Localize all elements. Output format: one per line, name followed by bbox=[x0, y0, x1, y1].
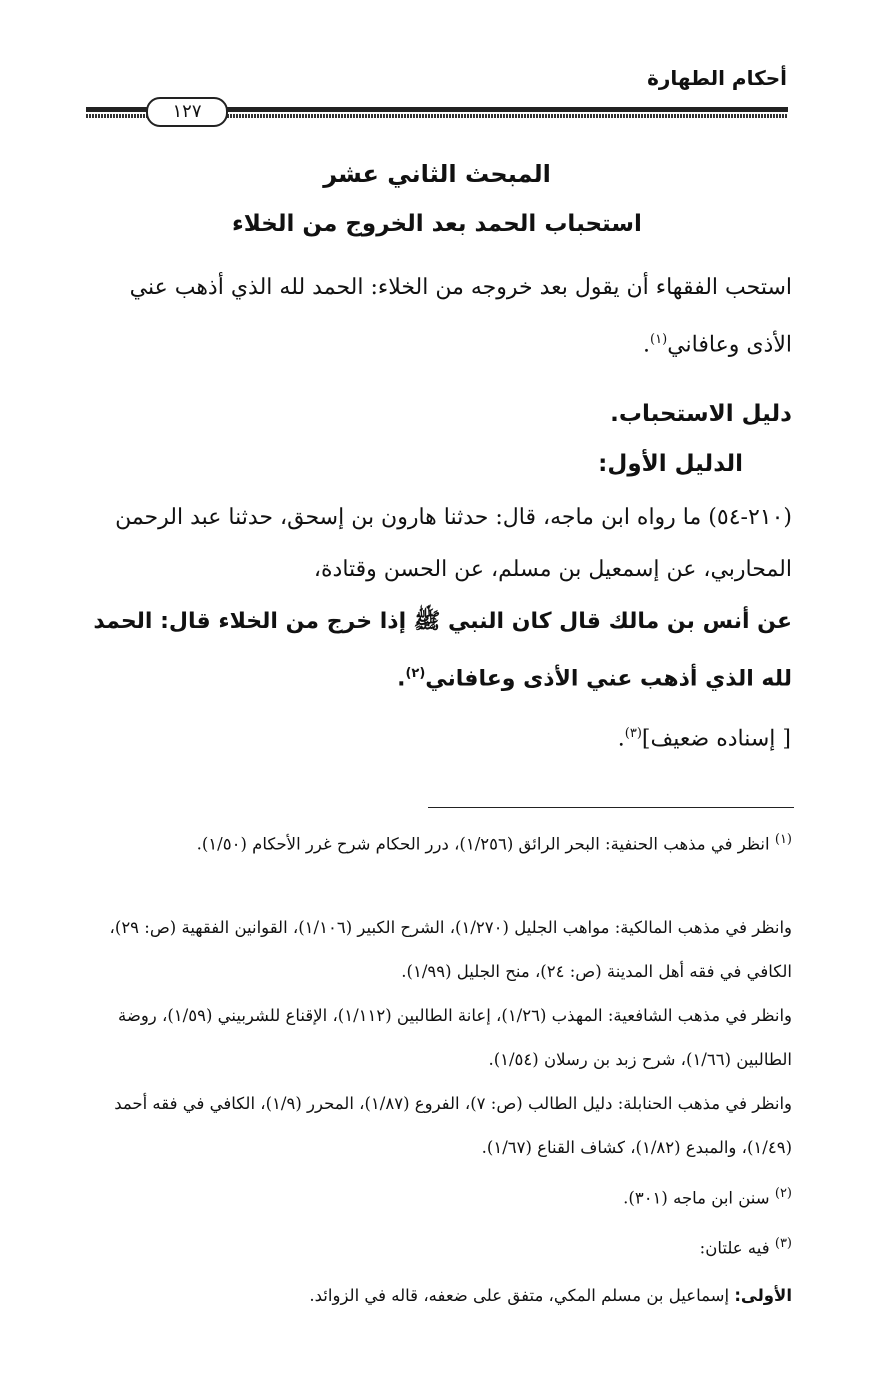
footnote bbox=[84, 1172, 792, 1221]
footnote-marker: (٣) bbox=[774, 1236, 792, 1251]
footnote-text: وانظر في مذهب الشافعية: المهذب (١/٢٦)، إعانة الطالبين (١/١١٢)، الإقناع للشربيني (١/٥٩)، روضة الطالبين (١/٦٦)، شرح زبد بن رسلان (١/٥٤). bbox=[117, 1006, 792, 1069]
footnote-label: الأولى: bbox=[734, 1286, 792, 1305]
footnote-ref: (٣) bbox=[624, 726, 642, 741]
hadith-paragraph: عن أنس بن مالك قال كان النبي ﷺ إذا خرج من الخلاء قال: الحمد لله الذي أذهب عني الأذى وعافاني$^{(٢)}$. bbox=[93, 609, 792, 692]
evidence-heading: دليل الاستحباب. bbox=[610, 401, 792, 427]
page-number: ١٢٧ bbox=[146, 97, 228, 127]
footnote-text: إسماعيل بن مسلم المكي، متفق على ضعفه، قاله في الزوائد. bbox=[309, 1286, 730, 1305]
footnote-ref: (١) bbox=[650, 332, 668, 347]
footnote bbox=[84, 1082, 792, 1170]
hadith-text: عن أنس بن مالك قال كان النبي ﷺ إذا خرج من الخلاء قال: الحمد لله الذي أذهب عني الأذى وعافاني bbox=[93, 609, 792, 692]
footnote-text: سنن ابن ماجه (٣٠١). bbox=[623, 1188, 770, 1208]
footnote-marker: (٢) bbox=[774, 1186, 792, 1201]
footnote-text: فيه علتان: bbox=[699, 1238, 770, 1258]
grading-line: [ إسناده ضعيف]$^{(٣)}$. bbox=[617, 726, 791, 752]
grading-text: [ إسناده ضعيف] bbox=[641, 726, 791, 752]
section-subtitle: استحباب الحمد بعد الخروج من الخلاء bbox=[232, 211, 642, 237]
intro-paragraph: استحب الفقهاء أن يقول بعد خروجه من الخلاء: الحمد لله الذي أذهب عني الأذى وعافاني$^{(١)}$. bbox=[129, 275, 792, 358]
footnote-text: انظر في مذهب الحنفية: البحر الرائق (١/٢٥٦)، درر الحكام شرح غرر الأحكام (١/٥٠). bbox=[196, 834, 770, 854]
footnote-continuation bbox=[84, 1274, 792, 1318]
isnad-paragraph: (٢١٠-٥٤) ما رواه ابن ماجه، قال: حدثنا هارون بن إسحق، حدثنا عبد الرحمن المحاربي، عن إسمعيل بن مسلم، عن الحسن وقتادة، bbox=[115, 505, 792, 582]
first-evidence-heading: الدليل الأول: bbox=[598, 451, 743, 477]
footnote-marker: (١) bbox=[774, 832, 792, 847]
footnote bbox=[84, 994, 792, 1082]
footnote bbox=[84, 818, 792, 867]
footnote-text: وانظر في مذهب المالكية: مواهب الجليل (١/٢٧٠)، الشرح الكبير (١/١٠٦)، القوانين الفقهية (ص: ٢٩)، الكافي في فقه أهل المدينة (ص: ٢٤)، منح الجليل (١/٩٩). bbox=[109, 918, 792, 981]
footnote-separator bbox=[428, 807, 794, 808]
footnote-ref: (٢) bbox=[405, 666, 426, 681]
section-title: المبحث الثاني عشر bbox=[323, 160, 551, 188]
footnote bbox=[84, 1222, 792, 1271]
footnote bbox=[84, 906, 792, 994]
intro-text: استحب الفقهاء أن يقول بعد خروجه من الخلاء: الحمد لله الذي أذهب عني الأذى وعافاني bbox=[129, 275, 792, 358]
footnote-text: وانظر في مذهب الحنابلة: دليل الطالب (ص: ٧)، الفروع (١/٨٧)، المحرر (١/٩)، الكافي في فقه أحمد (١/٤٩)، والمبدع (١/٨٢)، كشاف القناع (١/٦٧). bbox=[114, 1094, 792, 1157]
running-header-title: أحكام الطهارة bbox=[647, 66, 787, 90]
